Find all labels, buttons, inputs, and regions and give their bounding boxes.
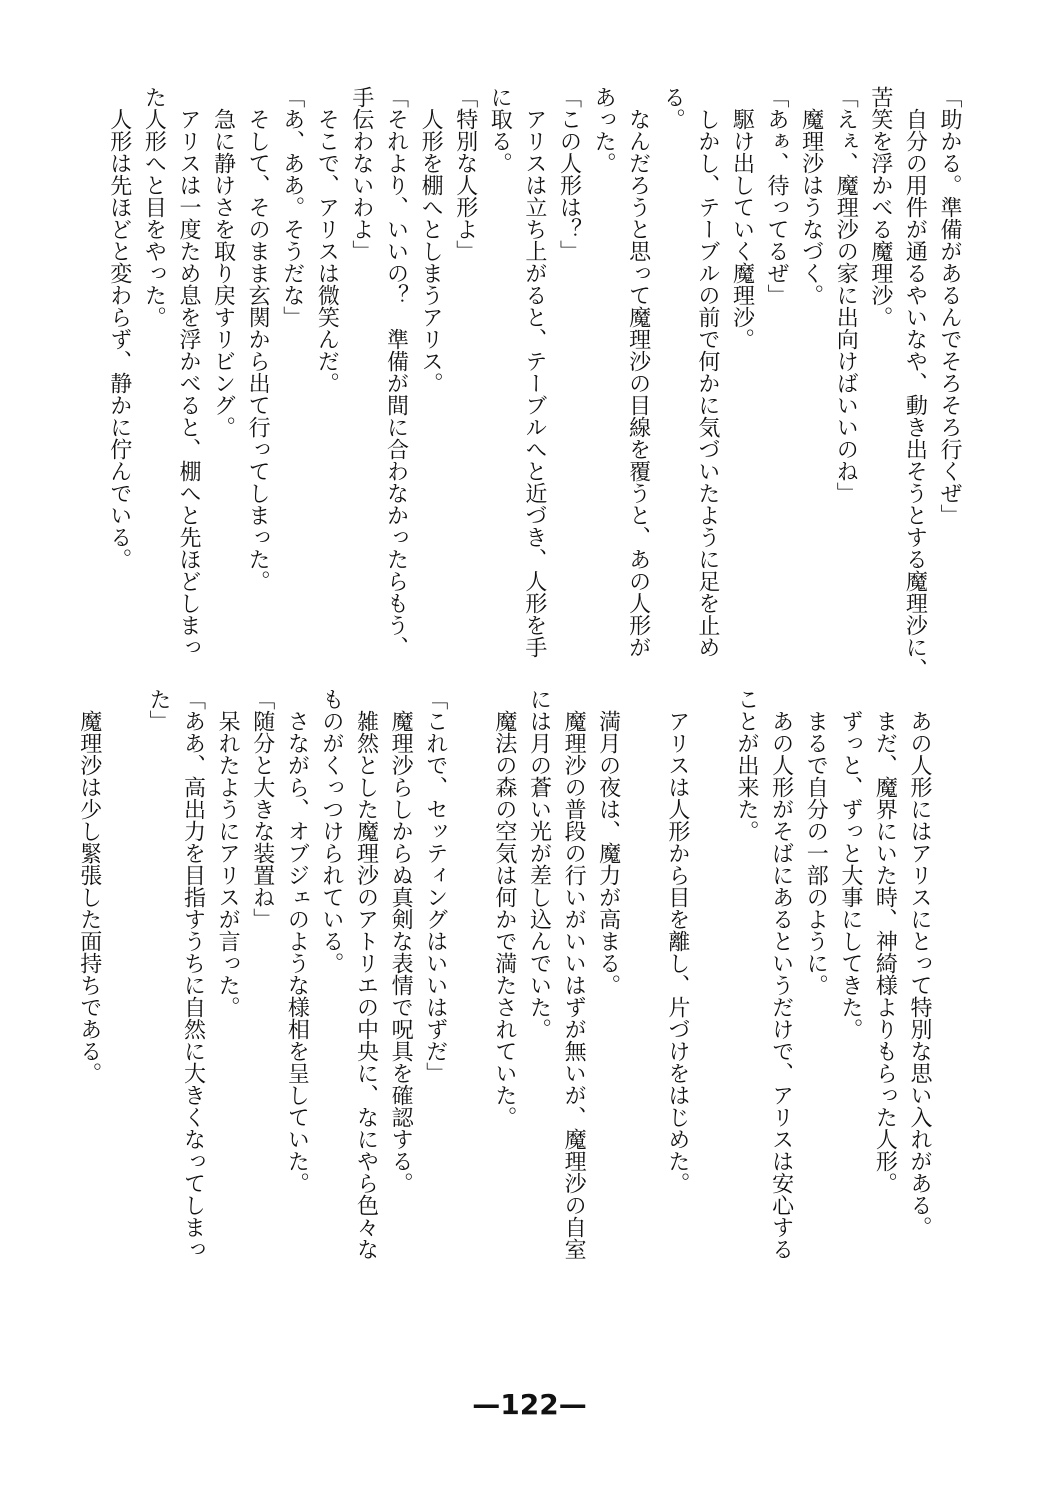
text-line bbox=[625, 688, 660, 1338]
text-line: る。 bbox=[660, 86, 686, 130]
text-line: 「あ、ああ。そうだな」 bbox=[279, 86, 305, 328]
text-line: 駆け出していく魔理沙。 bbox=[729, 86, 755, 350]
text-line: ずっと、ずっと大事にしてきた。 bbox=[837, 688, 863, 1040]
text-line bbox=[694, 688, 729, 1338]
text-line: た人形へと目をやった。 bbox=[141, 86, 167, 328]
text-line: アリスは一度ため息を浮かべると、棚へと先ほどしまっ bbox=[175, 86, 201, 658]
text-line: た」 bbox=[145, 688, 171, 732]
text-line: 人形は先ほどと変わらず、静かに佇んでいる。 bbox=[106, 86, 132, 570]
text-line: 「この人形は？」 bbox=[556, 86, 582, 262]
text-line: 魔理沙らしからぬ真剣な表情で呪具を確認する。 bbox=[388, 688, 414, 1194]
text-line: そして、そのまま玄関から出て行ってしまった。 bbox=[245, 86, 271, 592]
text-line: さながら、オブジェのような様相を呈していた。 bbox=[284, 688, 310, 1194]
text-line: まるで自分の一部のように。 bbox=[803, 688, 829, 996]
upper-text-block bbox=[101, 86, 966, 680]
text-line bbox=[452, 688, 487, 1338]
text-line: ものがくっつけられている。 bbox=[318, 688, 344, 974]
text-line: 満月の夜は、魔力が高まる。 bbox=[595, 688, 621, 996]
text-line: しかし、テーブルの前で何かに気づいたように足を止め bbox=[694, 86, 720, 658]
text-line: には月の蒼い光が差し込んでいた。 bbox=[526, 688, 552, 1040]
text-line: 魔理沙は少し緊張した面持ちである。 bbox=[76, 688, 102, 1084]
text-line: 「これで、セッティングはいいはずだ」 bbox=[422, 688, 448, 1084]
text-line: 魔法の森の空気は何かで満たされていた。 bbox=[491, 688, 517, 1128]
text-line: 急に静けさを取り戻すリビング。 bbox=[210, 86, 236, 438]
text-line: アリスは立ち上がると、テーブルへと近づき、人形を手 bbox=[521, 86, 547, 658]
text-line: 「あぁ、待ってるぜ」 bbox=[764, 86, 790, 306]
text-line: 魔理沙の普段の行いがいいはずが無いが、魔理沙の自室 bbox=[561, 688, 587, 1260]
text-line: 雑然とした魔理沙のアトリエの中央に、なにやら色々な bbox=[353, 688, 379, 1260]
lower-text-block bbox=[71, 688, 936, 1338]
text-line: そこで、アリスは微笑んだ。 bbox=[314, 86, 340, 394]
text-line: あった。 bbox=[591, 86, 617, 174]
text-line: なんだろうと思って魔理沙の目線を覆うと、あの人形が bbox=[625, 86, 651, 658]
text-line: に取る。 bbox=[487, 86, 513, 174]
text-line: あの人形がそばにあるというだけで、アリスは安心する bbox=[768, 688, 794, 1260]
text-line: あの人形にはアリスにとって特別な思い入れがある。 bbox=[907, 688, 932, 1238]
text-line: 「随分と大きな装置ね」 bbox=[249, 688, 275, 930]
text-line: 手伝わないわよ」 bbox=[348, 86, 374, 262]
text-line: 苦笑を浮かべる魔理沙。 bbox=[867, 86, 893, 328]
text-line bbox=[106, 688, 141, 1338]
text-line: アリスは人形から目を離し、片づけをはじめた。 bbox=[664, 688, 690, 1194]
text-line: 「それより、いいの？ 準備が間に合わなかったらもう、 bbox=[383, 86, 409, 658]
text-line: 「特別な人形よ」 bbox=[452, 86, 478, 262]
page-number: —122— bbox=[472, 1388, 587, 1421]
text-line: 魔理沙はうなづく。 bbox=[798, 86, 824, 306]
text-line: 「えぇ、魔理沙の家に出向けばいいのね」 bbox=[833, 86, 859, 504]
text-line: 自分の用件が通るやいなや、動き出そうとする魔理沙に、 bbox=[902, 86, 928, 680]
text-line: 人形を棚へとしまうアリス。 bbox=[418, 86, 444, 394]
text-line: 「ああ、高出力を目指すうちに自然に大きくなってしまっ bbox=[180, 688, 206, 1260]
text-line: ことが出来た。 bbox=[734, 688, 760, 842]
text-line: まだ、魔界にいた時、神綺様よりもらった人形。 bbox=[872, 688, 898, 1194]
text-line: 「助かる。準備があるんでそろそろ行くぜ」 bbox=[937, 86, 962, 526]
text-line: 呆れたようにアリスが言った。 bbox=[215, 688, 241, 1018]
